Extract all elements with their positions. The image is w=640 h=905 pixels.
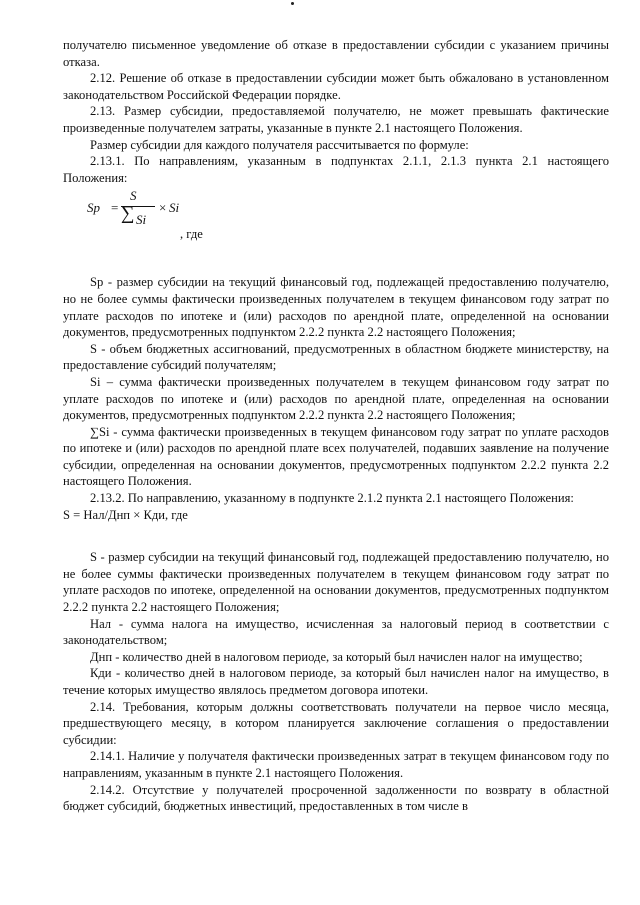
paragraph-2-14-1: 2.14.1. Наличие у получателя фактически произведенных затрат в текущем финансовом году по направлениям, указанным в пункте 2.1 настоящего Положения. bbox=[63, 749, 609, 780]
formula-where: , где bbox=[180, 227, 203, 242]
definition-sum-si: ∑Si - сумма фактически произведенных в текущем финансовом году затрат по уплате расходов по ипотеке и (или) расходов по арендной плате всех получателей, подавших заявление на получение субсидии, определенная на основании документов, предусмотренных подпунктом 2.2.2 пункта 2.2 настоящего Положения. bbox=[63, 424, 609, 489]
paragraph-2-13-2: 2.13.2. По направлению, указанному в подпункте 2.1.2 пункта 2.1 настоящего Положения: bbox=[90, 491, 574, 506]
formula-sp bbox=[63, 188, 609, 246]
paragraph-2-12: 2.12. Решение об отказе в предоставлении субсидии может быть обжаловано в установленном законодательством Российской Федерации порядке. bbox=[63, 71, 609, 102]
definition-nal: Нал - сумма налога на имущество, исчисленная за налоговый период в соответствии с законодательством; bbox=[63, 616, 609, 648]
definition-si: Si – сумма фактически произведенных получателем в текущем финансовом году затрат по уплате расходов по ипотеке и (или) расходов по арендной плате, определенная на основании документов, предусмотренных подпунктом 2.2.2 пункта 2.2 настоящего Положения; bbox=[63, 374, 609, 423]
definition-s: S - объем бюджетных ассигнований, предусмотренных в областном бюджете министерству, на предоставление субсидий получателям; bbox=[63, 341, 609, 373]
formula-equals: = bbox=[111, 200, 119, 216]
document-body bbox=[63, 37, 609, 815]
scan-speck bbox=[291, 2, 294, 5]
formula-s: S = Нал/Днп × Кди, где bbox=[63, 507, 188, 522]
paragraph-2-14: 2.14. Требования, которым должны соответствовать получатели на первое число месяца, предшествующего месяцу, в котором планируется заключение соглашения о предоставлении субсидии: bbox=[63, 699, 609, 747]
spacer bbox=[63, 250, 609, 274]
paragraph-2-13-1: 2.13.1. По направлениям, указанным в подпунктах 2.1.1, 2.1.3 пункта 2.1 настоящего Положения: bbox=[63, 154, 609, 185]
definition-s2: S - размер субсидии на текущий финансовый год, подлежащей предоставлению получателю, но не более суммы фактически произведенных получателем в текущем финансовом году затрат по уплате расходов по ипотеке, определенной на основании документов, предусмотренных подпунктом 2.2.2 пункта 2.2 настоящего Положения; bbox=[63, 550, 609, 615]
formula-denominator: Si bbox=[136, 212, 147, 228]
spacer bbox=[63, 523, 609, 549]
paragraph-formula-intro: Размер субсидии для каждого получателя рассчитывается по формуле: bbox=[90, 137, 469, 152]
formula-numerator: S bbox=[130, 188, 137, 204]
formula-lhs: Sp bbox=[87, 200, 100, 216]
formula-multiplier: Si bbox=[169, 200, 180, 216]
paragraph-2-13: 2.13. Размер субсидии, предоставляемой получателю, не может превышать фактические произведенные получателем затраты, указанные в пункте 2.1 настоящего Положения. bbox=[63, 104, 609, 135]
paragraph-2-14-2: 2.14.2. Отсутствие у получателей просроченной задолженности по возврату в областной бюджет субсидий, бюджетных инвестиций, предоставленных в том числе в bbox=[63, 782, 609, 814]
definition-dnp: Днп - количество дней в налоговом периоде, за который был начислен налог на имущество; bbox=[90, 649, 583, 664]
formula-sum-symbol: ∑ bbox=[121, 203, 135, 225]
paragraph-2-11-tail: получателю письменное уведомление об отказе в предоставлении субсидии с указанием причины отказа. bbox=[63, 38, 609, 69]
definition-kdi: Кди - количество дней в налоговом периоде, за который был начислен налог на имущество, в течение которых имущество являлось предметом договора ипотеки. bbox=[63, 666, 609, 697]
definition-sp: Sp - размер субсидии на текущий финансовый год, подлежащей предоставлению получателю, но не более суммы фактически произведенных получателем в текущем финансовом году затрат по уплате расходов по ипотеке и (или) расходов по арендной плате, определенной на основании документов, предусмотренных подпунктом 2.2.2 пункта 2.2 настоящего Положения; bbox=[63, 275, 609, 340]
formula-times: × bbox=[159, 200, 167, 216]
